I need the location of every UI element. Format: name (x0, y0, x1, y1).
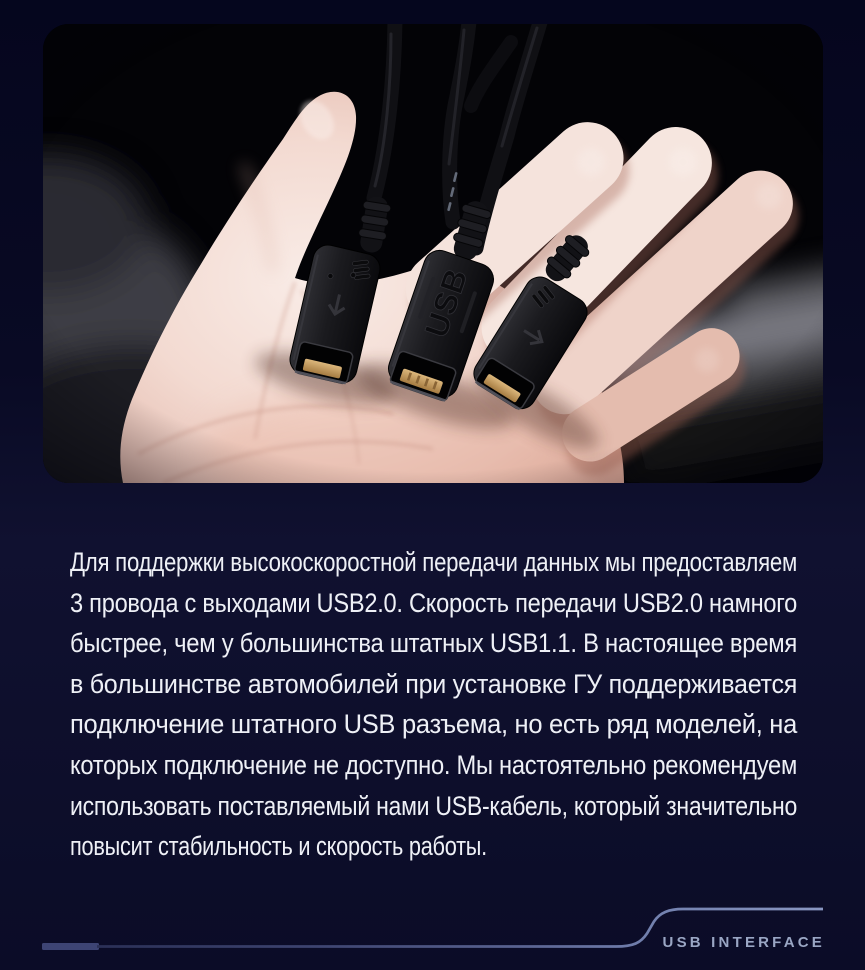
paragraph-line: в большинстве автомобилей при установке ГУ поддерживается (70, 668, 797, 699)
paragraph-line: подключение штатного USB разъема, но есть ряд моделей, на (70, 709, 797, 740)
footer-accent-bar (42, 943, 99, 950)
paragraph-line: быстрее, чем у большинства штатных USB1.1. В настоящее время (70, 628, 797, 659)
footer-label: USB INTERFACE (662, 934, 825, 951)
paragraph-line: повысит стабильность и скорость работы. (70, 831, 487, 862)
photo-illustration (43, 24, 823, 483)
paragraph-line: использовать поставляемый нами USB-кабель, который значительно (70, 790, 797, 821)
paragraph-line: которых подключение не доступно. Мы настоятельно рекомендуем (70, 749, 797, 780)
paragraph-line: 3 провода с выходами USB2.0. Скорость передачи USB2.0 намного (70, 587, 797, 618)
product-photo (43, 24, 823, 483)
photo-vignette (43, 24, 823, 483)
paragraph-line: Для поддержки высокоскоростной передачи данных мы предоставляем (70, 547, 797, 577)
description-text (70, 542, 797, 867)
footer (42, 898, 823, 954)
